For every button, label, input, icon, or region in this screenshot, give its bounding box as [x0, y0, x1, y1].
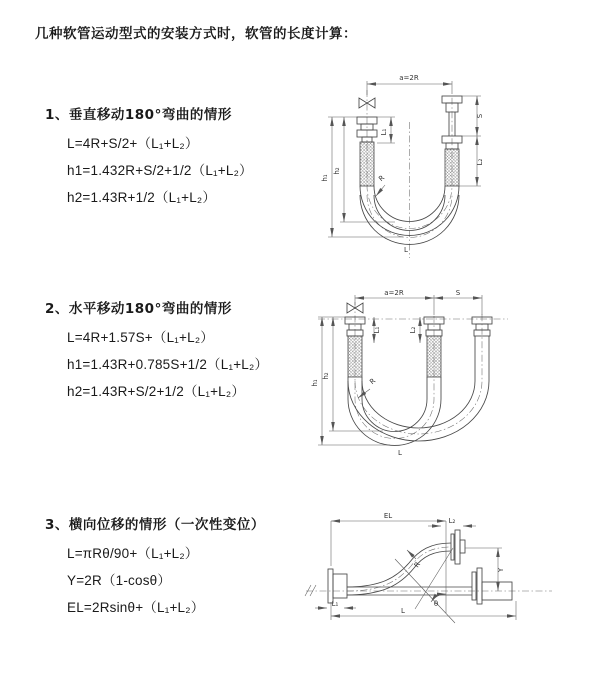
formula-length: L=4R+1.57S+（L₁+L₂） [67, 330, 214, 345]
angle-label: θ [433, 600, 439, 608]
radius-label: R [377, 173, 387, 184]
length-label: L [404, 246, 408, 254]
dim-label-width: a=2R [384, 289, 404, 297]
length-label: L [398, 449, 402, 457]
formula-el: EL=2Rsinθ+（L₁+L₂） [67, 600, 205, 615]
page-title: 几种软管运动型式的安装方式时，软管的长度计算： [35, 26, 357, 42]
dim-label-el: EL [383, 512, 393, 520]
radius-label: R [368, 376, 378, 387]
formula-y: Y=2R（1-cosθ） [67, 573, 172, 588]
dim-label-l1: L₁ [373, 326, 381, 334]
diagram-lateral-displacement [300, 506, 595, 646]
section-1-formulas [67, 130, 253, 211]
dim-label-h2: h₂ [333, 167, 341, 175]
section-1-heading: 1、垂直移动180°弯曲的情形 [45, 107, 232, 123]
dim-label-l1: L₁ [380, 128, 388, 136]
dim-label-l2: L₂ [476, 158, 484, 166]
dim-label-h2: h₂ [322, 372, 330, 380]
formula-length: L=πRθ/90+（L₁+L₂） [67, 546, 199, 561]
dim-label-y: Y [497, 567, 505, 573]
dim-label-h1: h₁ [311, 379, 319, 387]
dim-label-s: S [455, 289, 461, 297]
radius-label: R [412, 560, 423, 570]
dim-label-l2: L₂ [448, 517, 456, 525]
formula-length: L=4R+S/2+（L₁+L₂） [67, 136, 199, 151]
length-label: L [401, 607, 405, 615]
upper-flange [451, 530, 465, 564]
formula-h1: h1=1.43R+0.785S+1/2（L₁+L₂） [67, 357, 269, 372]
dimensions [321, 74, 484, 254]
diagram-vertical-180-bend [313, 70, 585, 270]
dim-label-width: a=2R [399, 74, 419, 82]
formula-h2: h2=1.43R+1/2（L₁+L₂） [67, 190, 217, 205]
formula-h1: h1=1.432R+S/2+1/2（L₁+L₂） [67, 163, 253, 178]
dimensions [315, 512, 516, 620]
axis-break-icon [305, 585, 316, 596]
diagram-horizontal-180-bend [308, 281, 593, 461]
left-flange [328, 569, 347, 603]
formula-h2: h2=1.43R+S/2+1/2（L₁+L₂） [67, 384, 246, 399]
section-vertical-movement [45, 103, 253, 211]
dim-label-h1: h₁ [321, 174, 329, 182]
centerlines [306, 547, 552, 591]
section-2-formulas [67, 324, 268, 405]
section-horizontal-movement [45, 297, 268, 405]
section-lateral-displacement [45, 513, 265, 621]
dim-label-l2: L₂ [409, 326, 417, 334]
section-2-heading: 2、水平移动180°弯曲的情形 [45, 301, 232, 317]
dim-label-s: S [476, 113, 484, 119]
section-3-formulas [67, 540, 265, 621]
right-flange [472, 568, 512, 604]
centerlines [318, 302, 508, 439]
section-3-heading: 3、横向位移的情形（一次性变位） [45, 517, 265, 533]
dim-label-l1: L₁ [331, 600, 339, 608]
